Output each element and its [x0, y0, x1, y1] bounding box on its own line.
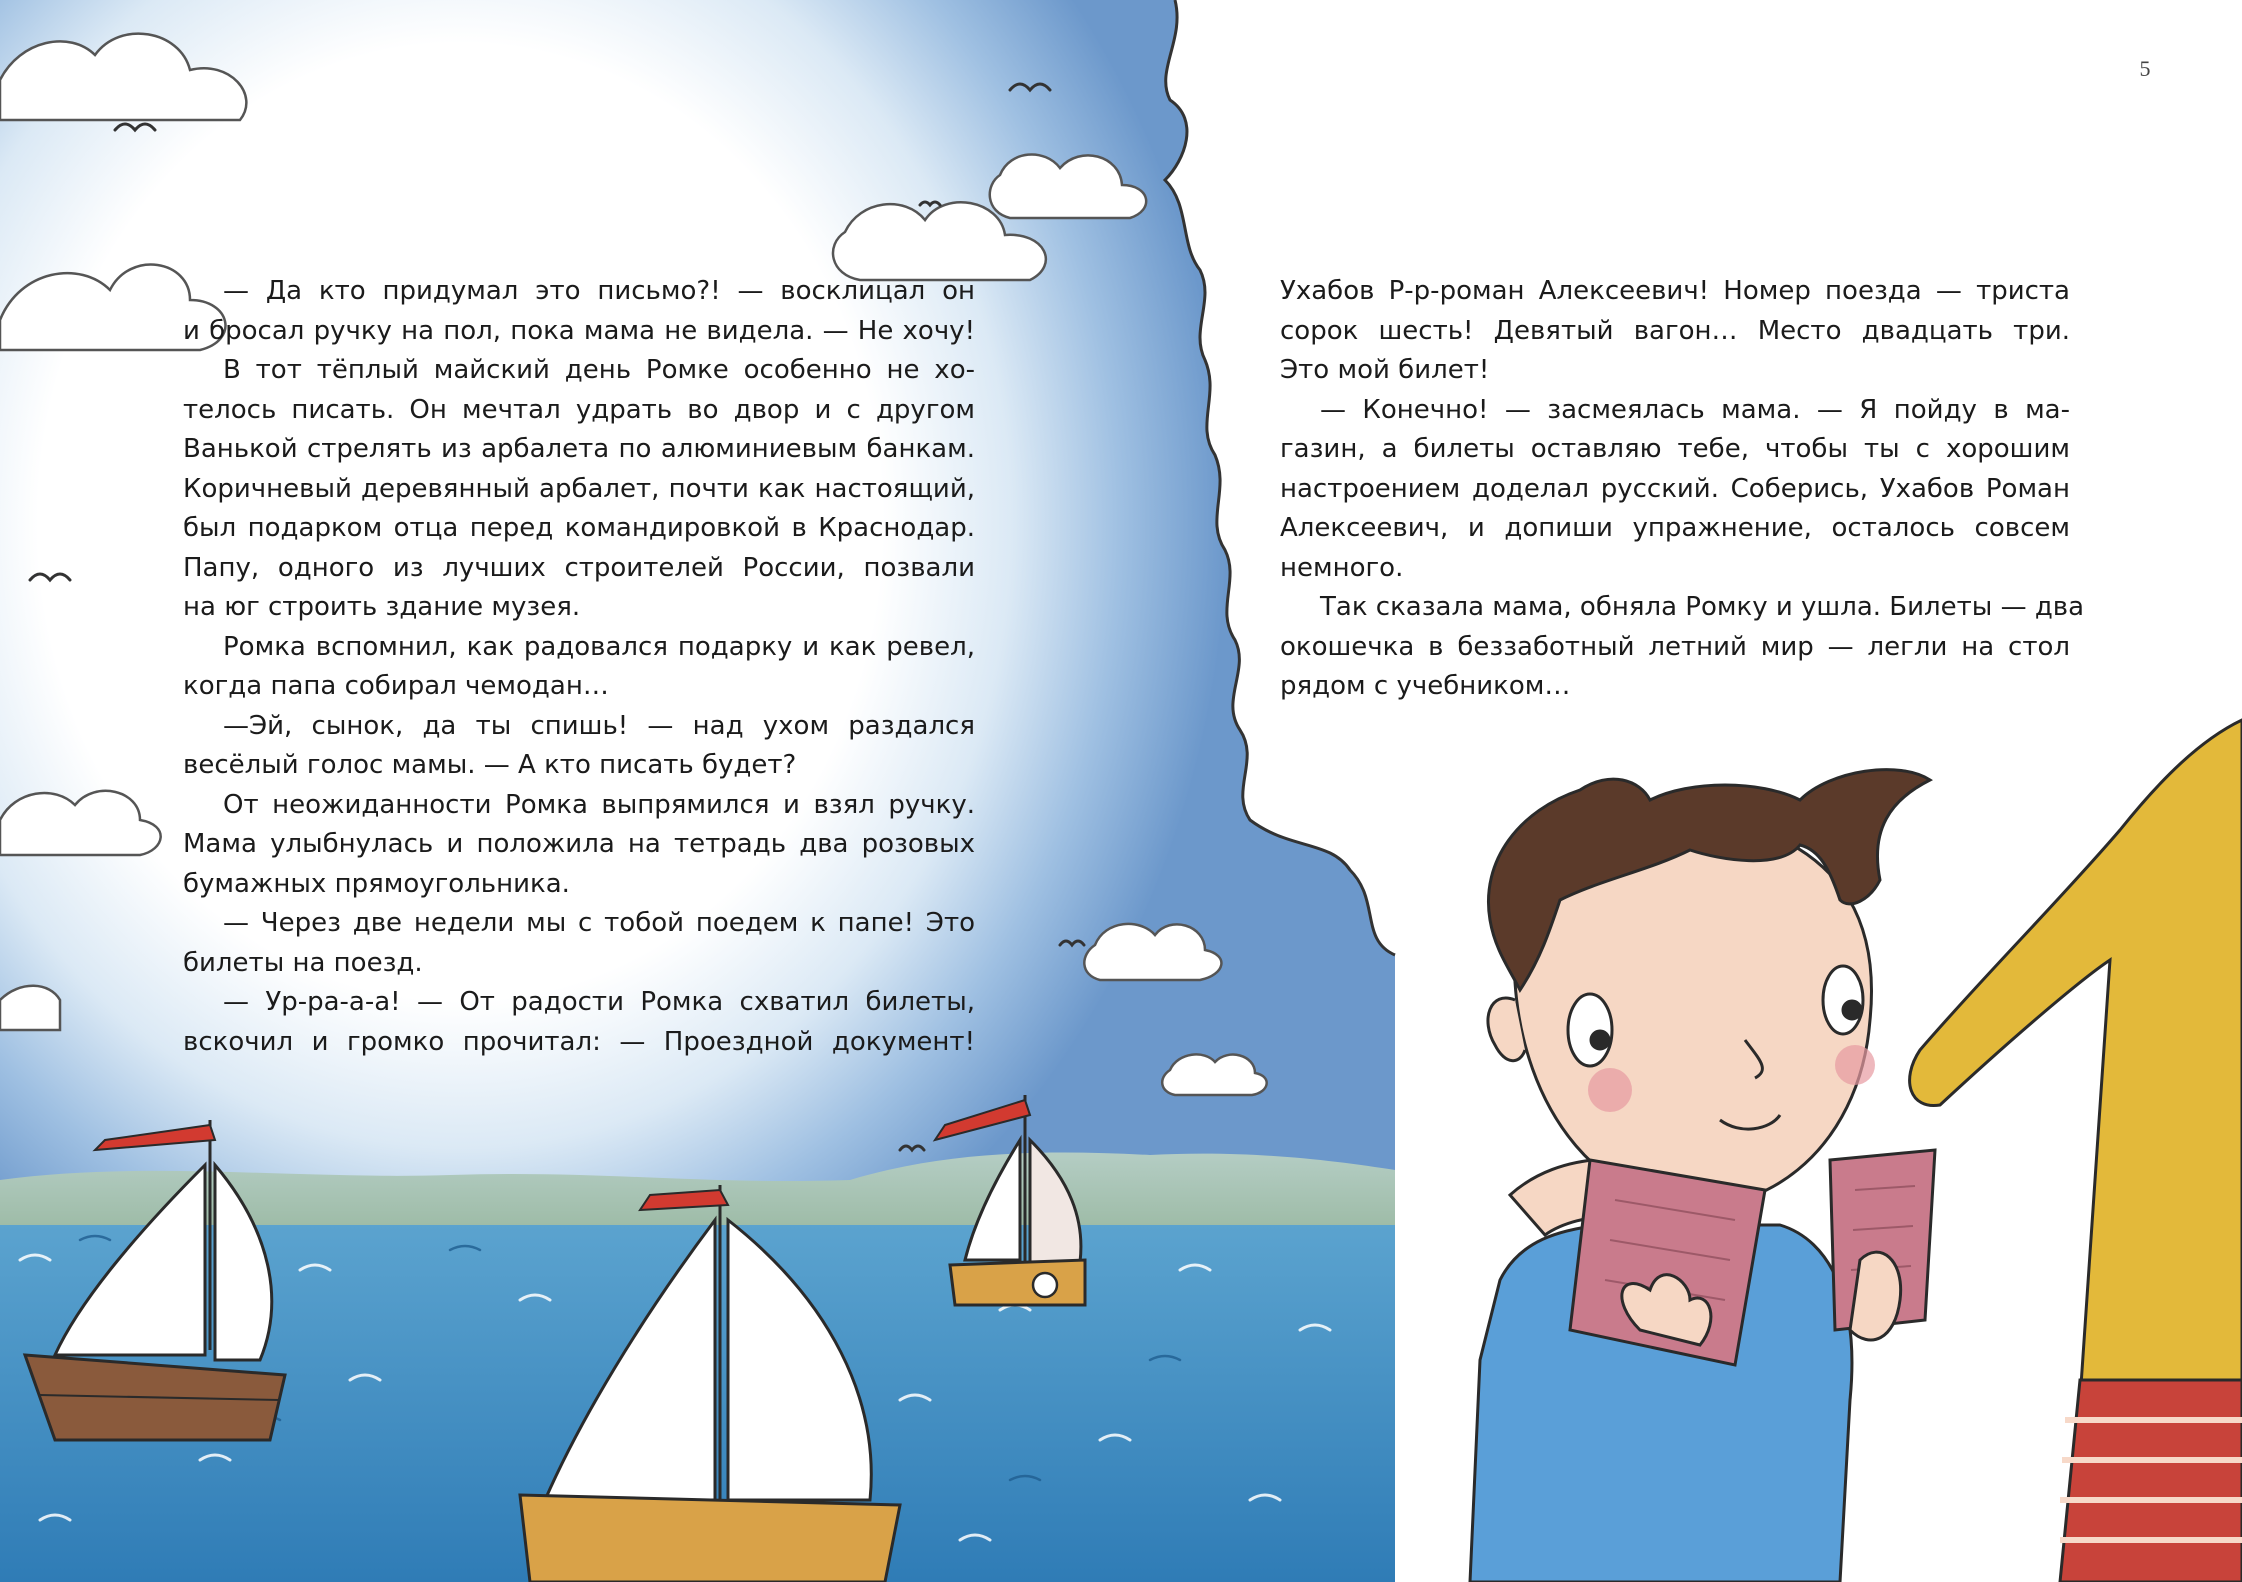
story-text-right: [1280, 272, 2085, 707]
story-line: когда папа собирал чемодан…: [183, 671, 609, 701]
story-line: бумажных прямоугольника.: [183, 868, 570, 899]
story-line: сорок шесть! Девятый вагон… Место двадцать три.: [1280, 315, 2070, 346]
story-line: Ухабов Р-р-роман Алексеевич! Номер поезда — триста: [1280, 276, 2070, 306]
story-line: окошечка в беззаботный летний мир — легли на стол: [1280, 631, 2070, 662]
story-line: — Ур-ра-а-а! — От радости Ромка схватил билеты,: [223, 987, 975, 1017]
story-line: — Да кто придумал это письмо?! — восклицал он: [223, 276, 975, 306]
story-line: В тот тёплый майский день Ромке особенно не хо-: [223, 355, 975, 385]
story-line: билеты на поезд.: [183, 947, 423, 978]
story-line: рядом с учебником…: [1280, 671, 1571, 701]
story-line: Коричневый деревянный арбалет, почти как настоящий,: [183, 473, 975, 504]
story-line: вскочил и громко прочитал: — Проездной документ!: [183, 1026, 975, 1057]
story-line: От неожиданности Ромка выпрямился и взял ручку.: [223, 789, 975, 820]
story-line: на юг строить здание музея.: [183, 592, 581, 622]
story-line: — Через две недели мы с тобой поедем к папе! Это: [223, 908, 975, 938]
page-number: 5: [2139, 56, 2151, 81]
story-line: Алексеевич, и допиши упражнение, осталось совсем: [1280, 513, 2070, 543]
story-line: весёлый голос мамы. — А кто писать будет?: [183, 750, 797, 780]
story-line: Мама улыбнулась и положила на тетрадь два розовых: [183, 829, 975, 859]
story-line: — Конечно! — засмеялась мама. — Я пойду в ма-: [1320, 394, 2070, 425]
story-line: был подарком отца перед командировкой в Краснодар.: [183, 513, 975, 543]
story-line: газин, а билеты оставляю тебе, чтобы ты с хорошим: [1280, 434, 2070, 464]
story-line: и бросал ручку на пол, пока мама не видела. — Не хочу!: [183, 315, 975, 346]
story-line: Папу, одного из лучших строителей России, позвали: [183, 552, 975, 583]
story-line: телось писать. Он мечтал удрать во двор и с другом: [183, 394, 975, 425]
story-line: настроением доделал русский. Соберись, Ухабов Роман: [1280, 473, 2070, 504]
story-line: Это мой билет!: [1280, 355, 1490, 385]
story-line: Ромка вспомнил, как радовался подарку и как ревел,: [223, 631, 975, 662]
story-line: Так сказала мама, обняла Ромку и ушла. Билеты — два: [1320, 592, 2085, 622]
story-text-left: [183, 272, 975, 1062]
story-line: немного.: [1280, 552, 1404, 583]
story-line: —Эй, сынок, да ты спишь! — над ухом раздался: [223, 710, 975, 741]
story-line: Ванькой стрелять из арбалета по алюминиевым банкам.: [183, 434, 975, 464]
